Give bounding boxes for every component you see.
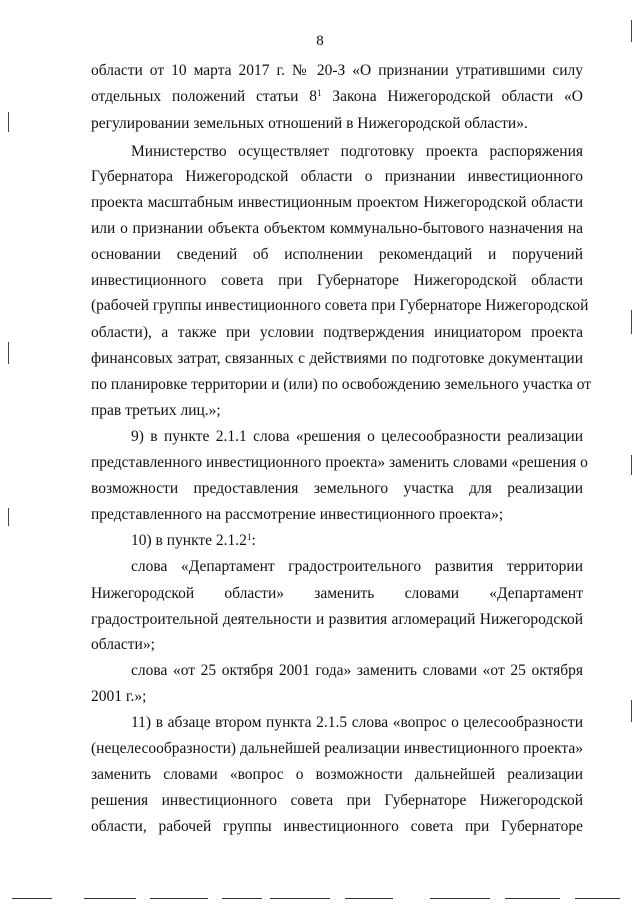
text-line: отдельных положений статьи $8^1$ Закона Нижегородской области «О xyxy=(91,88,584,105)
text-line: (рабочей группы инвестиционного совета при Губернаторе Нижегородской xyxy=(91,297,589,314)
text-line: области), а также при условии подтверждения инициатором проекта xyxy=(91,324,583,341)
text-line: градостроительной деятельности и развития агломераций Нижегородской xyxy=(91,611,583,628)
text-line: области, рабочей группы инвестиционного совета при Губернаторе xyxy=(91,818,583,835)
page-number: 8 xyxy=(316,33,324,49)
text-line: 9) в пункте 2.1.1 слова «решения о целесообразности реализации xyxy=(131,428,583,445)
scan-dash xyxy=(345,898,393,899)
scan-dash xyxy=(84,898,136,899)
scan-dash xyxy=(222,898,262,899)
text-line: 2001 г.»; xyxy=(91,688,147,705)
scan-margin-mark xyxy=(631,455,632,475)
text-line: 10) в пункте 2.1.2$^1$: xyxy=(131,532,256,549)
text-line: Министерство осуществляет подготовку проекта распоряжения xyxy=(131,143,583,160)
scan-margin-mark xyxy=(8,342,9,364)
text-line: области от 10 марта 2017 г. № 20-З «О признании утратившими силу xyxy=(91,62,583,79)
scan-margin-mark xyxy=(8,112,9,132)
text-line: представленного инвестиционного проекта» заменить словами «решения о xyxy=(91,454,588,471)
scan-dash xyxy=(430,898,490,899)
text-line: слова «от 25 октября 2001 года» заменить словами «от 25 октября xyxy=(131,662,583,679)
text-line: финансовых затрат, связанных с действиями по подготовке документации xyxy=(91,350,583,367)
scan-dash xyxy=(505,898,560,899)
text-line: проекта масштабным инвестиционным проектом Нижегородской области xyxy=(91,194,583,211)
text-line: (нецелесообразности) дальнейшей реализации инвестиционного проекта» xyxy=(91,740,583,757)
scan-dash xyxy=(150,898,208,899)
text-line: заменить словами «вопрос о возможности дальнейшей реализации xyxy=(91,766,583,783)
text-line: 11) в абзаце втором пункта 2.1.5 слова «вопрос о целесообразности xyxy=(131,714,583,731)
superscript: 1 xyxy=(246,532,252,542)
text-line: или о признании объекта объектом коммунально-бытового назначения на xyxy=(91,220,583,237)
scan-margin-mark xyxy=(631,700,632,722)
scan-dash xyxy=(270,898,330,899)
scan-bottom-edge xyxy=(0,889,640,905)
scan-margin-mark xyxy=(631,20,632,42)
text-line: слова «Департамент градостроительного развития территории xyxy=(131,558,583,575)
scan-dash xyxy=(575,898,620,899)
text-line: решения инвестиционного совета при Губернаторе Нижегородской xyxy=(91,792,583,809)
scan-margin-mark xyxy=(631,310,632,334)
text-line: Нижегородской области» заменить словами «Департамент xyxy=(91,585,583,602)
text-line: по планировке территории и (или) по освобождению земельного участка от xyxy=(91,376,592,393)
text-line: инвестиционного совета при Губернаторе Нижегородской области xyxy=(91,272,583,289)
scan-margin-mark xyxy=(8,508,9,526)
text-line: возможности предоставления земельного участка для реализации xyxy=(91,480,583,497)
text-line: области»; xyxy=(91,636,155,653)
text-line: прав третьих лиц.»; xyxy=(91,402,221,419)
text-line: основании сведений об исполнении рекомендаций и поручений xyxy=(91,246,583,263)
superscript: 1 xyxy=(317,88,322,98)
text-line: Губернатора Нижегородской области о признании инвестиционного xyxy=(91,168,583,185)
text-line: регулировании земельных отношений в Нижегородской области». xyxy=(91,115,528,132)
text-line: представленного на рассмотрение инвестиционного проекта»; xyxy=(91,506,504,523)
scan-dash xyxy=(12,898,52,899)
